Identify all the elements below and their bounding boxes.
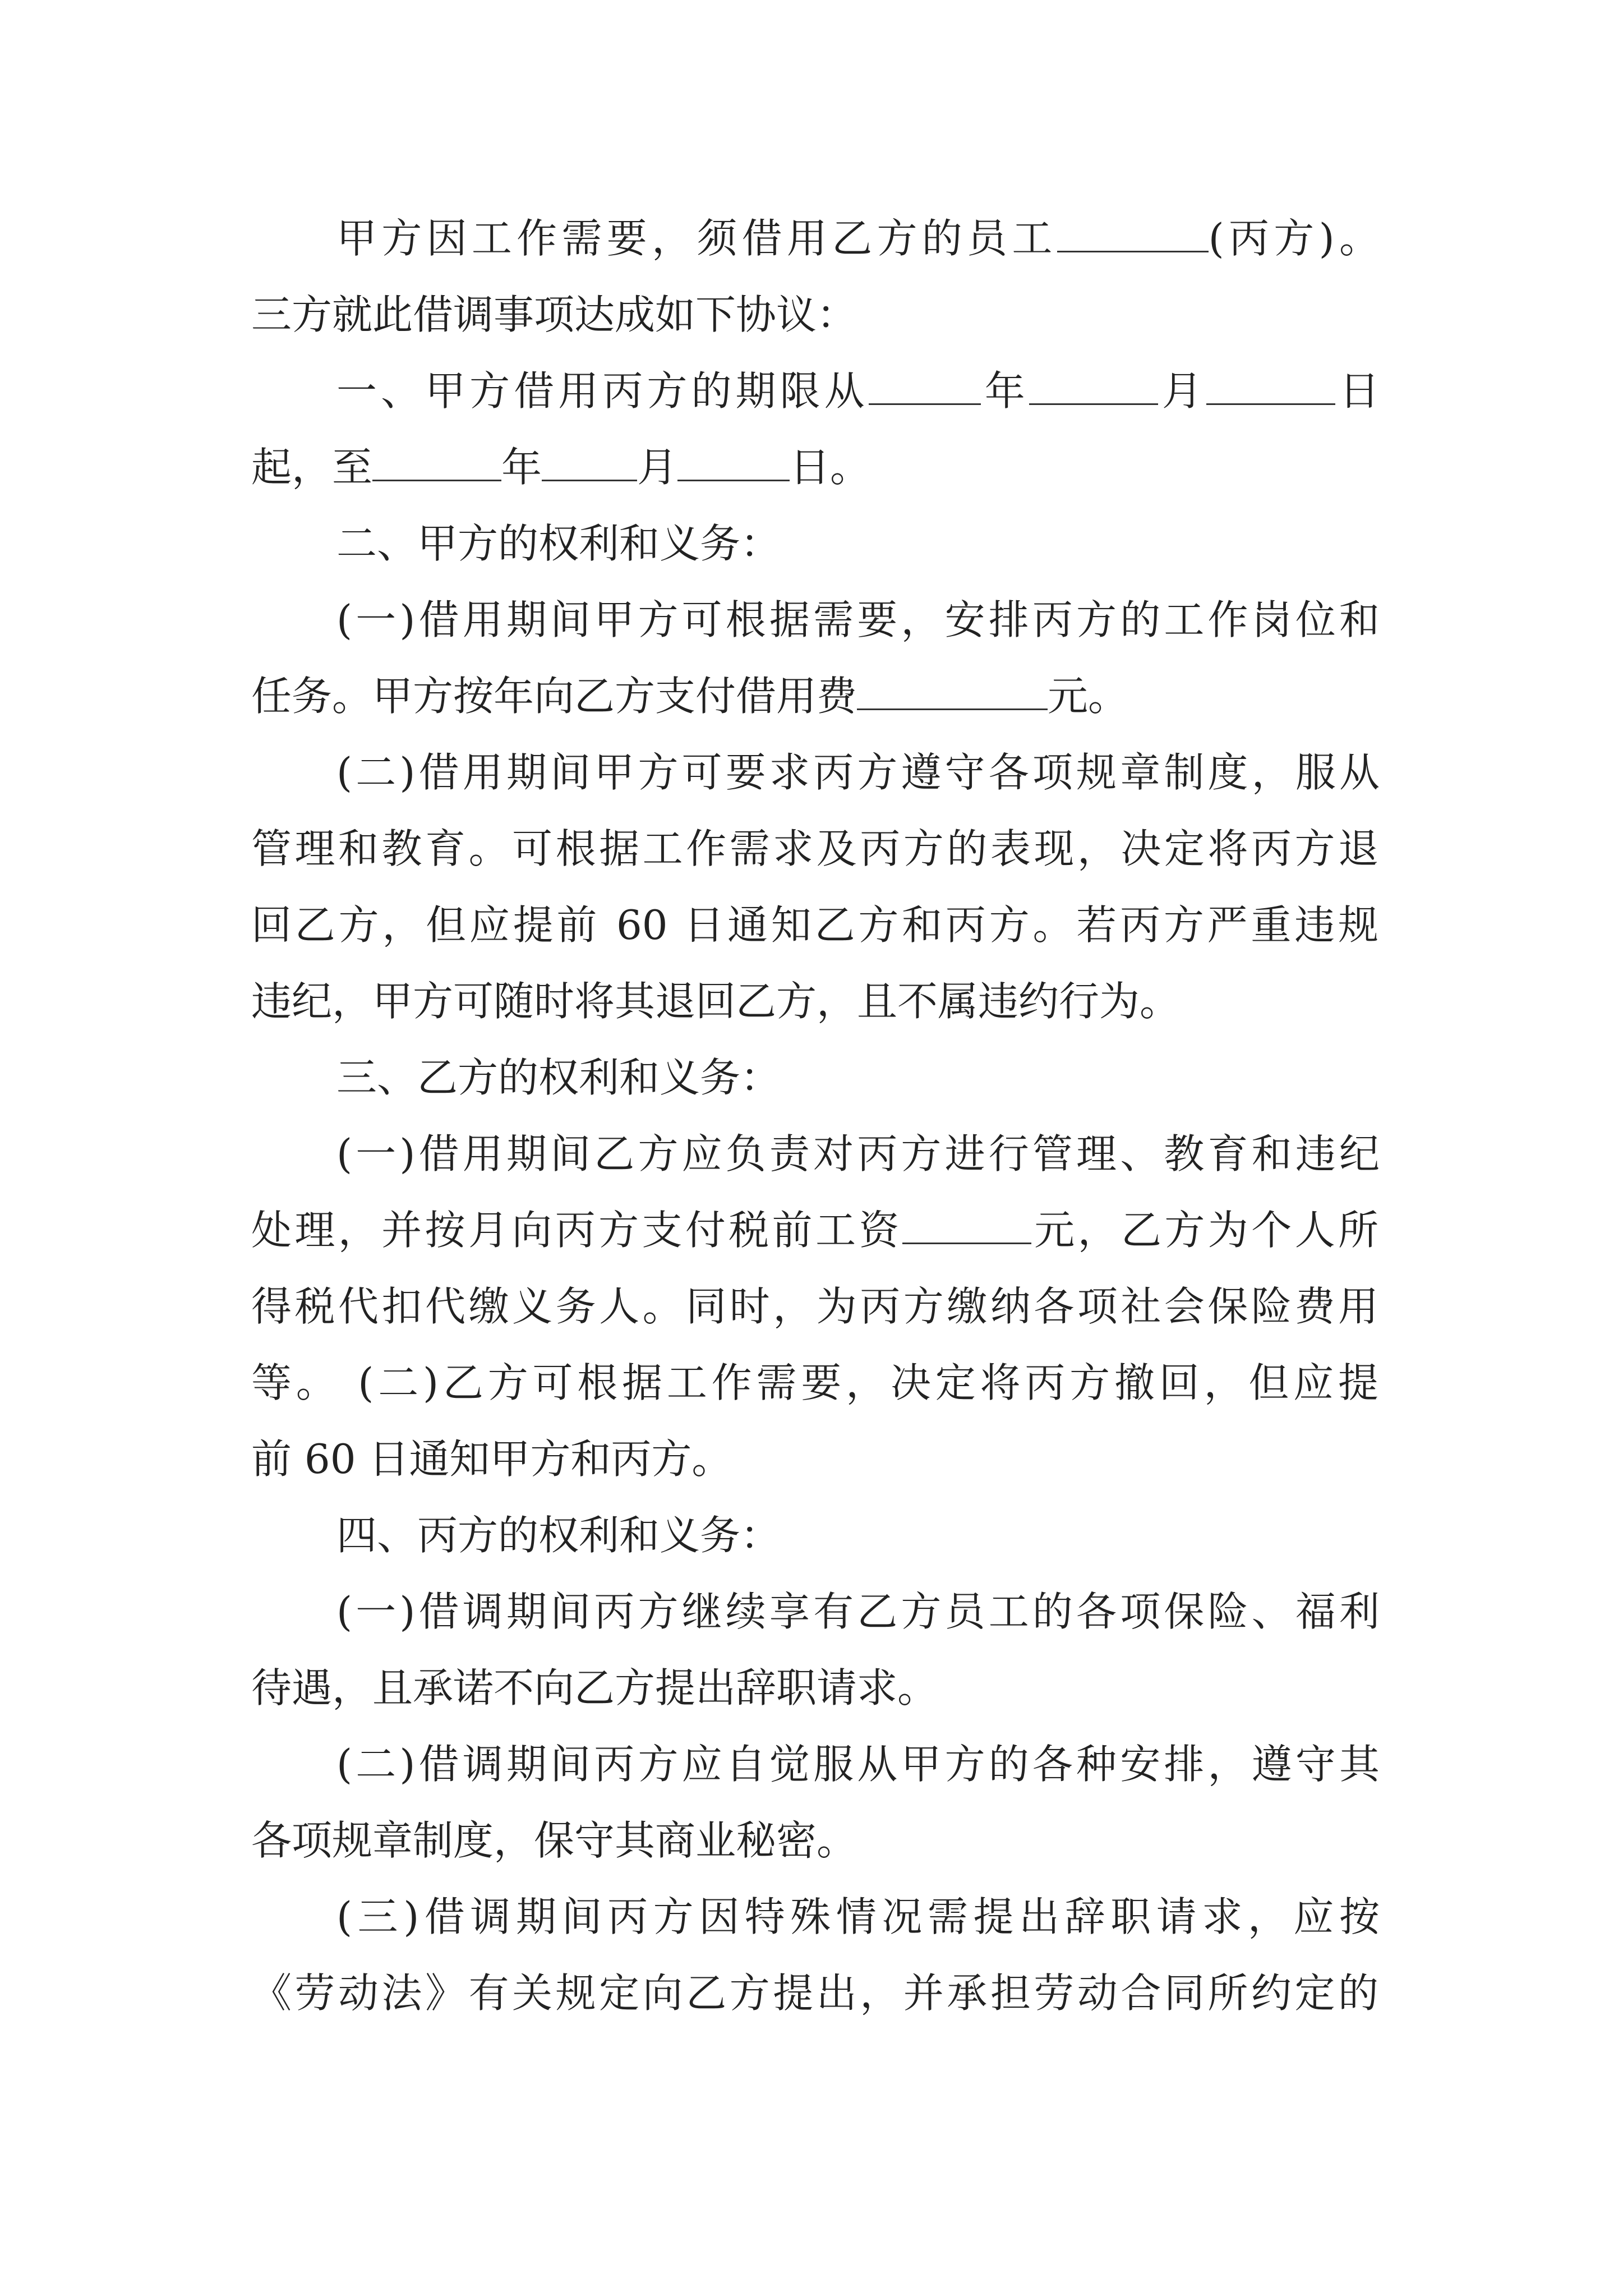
text-line: [251, 1343, 1378, 1422]
text-segment: 任务。甲方按年向乙方支付借用费: [251, 673, 857, 720]
text-line: [251, 962, 1378, 1041]
text-segment: (二)借用期间甲方可要求丙方遵守各项规章制度，服从: [336, 749, 1380, 796]
text-segment: 元，乙方为个人所: [1031, 1207, 1378, 1254]
text-line: [251, 657, 1378, 735]
text-line: [336, 1115, 1380, 1193]
text-segment: 管理和教育。可根据工作需求及丙方的表现，决定将丙方退: [251, 825, 1378, 872]
text-segment: 待遇，且承诺不向乙方提出辞职请求。: [251, 1664, 938, 1711]
text-segment: 日。: [790, 444, 871, 491]
text-line: [251, 428, 1378, 507]
text-line: [336, 352, 1380, 430]
text-line: [251, 1267, 1378, 1346]
text-segment: 年: [501, 444, 542, 491]
text-segment: 前 60 日通知甲方和丙方。: [251, 1435, 732, 1483]
text-segment: (一)借调期间丙方继续享有乙方员工的各项保险、福利: [336, 1588, 1380, 1635]
fill-in-blank: [372, 446, 501, 481]
text-line: [336, 733, 1380, 812]
fill-in-blank: [869, 370, 981, 405]
text-segment: (三)借调期间丙方因特殊情况需提出辞职请求，应按: [336, 1893, 1380, 1940]
fill-in-blank: [1057, 217, 1209, 252]
text-segment: 元。: [1048, 673, 1129, 720]
text-segment: 甲方因工作需要，须借用乙方的员工: [336, 215, 1057, 262]
text-segment: 四、丙方的权利和义务：: [336, 1512, 781, 1559]
text-line: [251, 809, 1378, 888]
text-segment: 一、甲方借用丙方的期限从: [336, 367, 869, 415]
text-line: [336, 199, 1380, 278]
text-line: [251, 886, 1378, 964]
text-line: [336, 1496, 1380, 1575]
text-segment: 回乙方，但应提前 60 日通知乙方和丙方。若丙方严重违规: [251, 901, 1378, 949]
text-segment: 日: [1335, 367, 1380, 415]
text-segment: 违纪，甲方可随时将其退回乙方，且不属违约行为。: [251, 978, 1181, 1025]
text-segment: 年: [980, 367, 1029, 415]
text-segment: 三方就此借调事项达成如下协议：: [251, 291, 857, 338]
text-segment: (二)借调期间丙方应自觉服从甲方的各种安排，遵守其: [336, 1741, 1380, 1788]
fill-in-blank: [902, 1209, 1031, 1244]
text-segment: 月: [637, 444, 678, 491]
text-segment: 各项规章制度，保守其商业秘密。: [251, 1817, 857, 1864]
text-line: [336, 1038, 1380, 1117]
text-line: [251, 1420, 1378, 1498]
text-segment: 起，至: [251, 444, 373, 491]
text-segment: 二、甲方的权利和义务：: [336, 520, 781, 567]
text-segment: 三、乙方的权利和义务：: [336, 1054, 781, 1101]
text-segment: (一)借用期间乙方应负责对丙方进行管理、教育和违纪: [336, 1130, 1380, 1177]
text-segment: 得税代扣代缴义务人。同时，为丙方缴纳各项社会保险费用: [251, 1283, 1378, 1330]
text-segment: 《劳动法》有关规定向乙方提出，并承担劳动合同所约定的: [251, 1970, 1378, 2017]
text-line: [251, 1801, 1378, 1880]
fill-in-blank: [677, 446, 790, 481]
text-segment: (丙方)。: [1208, 215, 1380, 262]
fill-in-blank: [857, 675, 1048, 710]
text-line: [251, 1191, 1378, 1269]
fill-in-blank: [1029, 370, 1158, 405]
text-line: [251, 275, 1378, 354]
text-line: [251, 1954, 1378, 2032]
text-line: [336, 1878, 1380, 1956]
text-segment: 等。 (二)乙方可根据工作需要，决定将丙方撤回，但应提: [251, 1359, 1378, 1406]
text-segment: (一)借用期间甲方可根据需要，安排丙方的工作岗位和: [336, 596, 1380, 643]
fill-in-blank: [1206, 370, 1335, 405]
text-line: [336, 581, 1380, 659]
text-line: [251, 1649, 1378, 1727]
text-line: [336, 504, 1380, 583]
text-line: [336, 1725, 1380, 1803]
text-line: [336, 1572, 1380, 1651]
text-segment: 月: [1158, 367, 1206, 415]
fill-in-blank: [542, 446, 637, 481]
text-segment: 处理，并按月向丙方支付税前工资: [251, 1207, 902, 1254]
